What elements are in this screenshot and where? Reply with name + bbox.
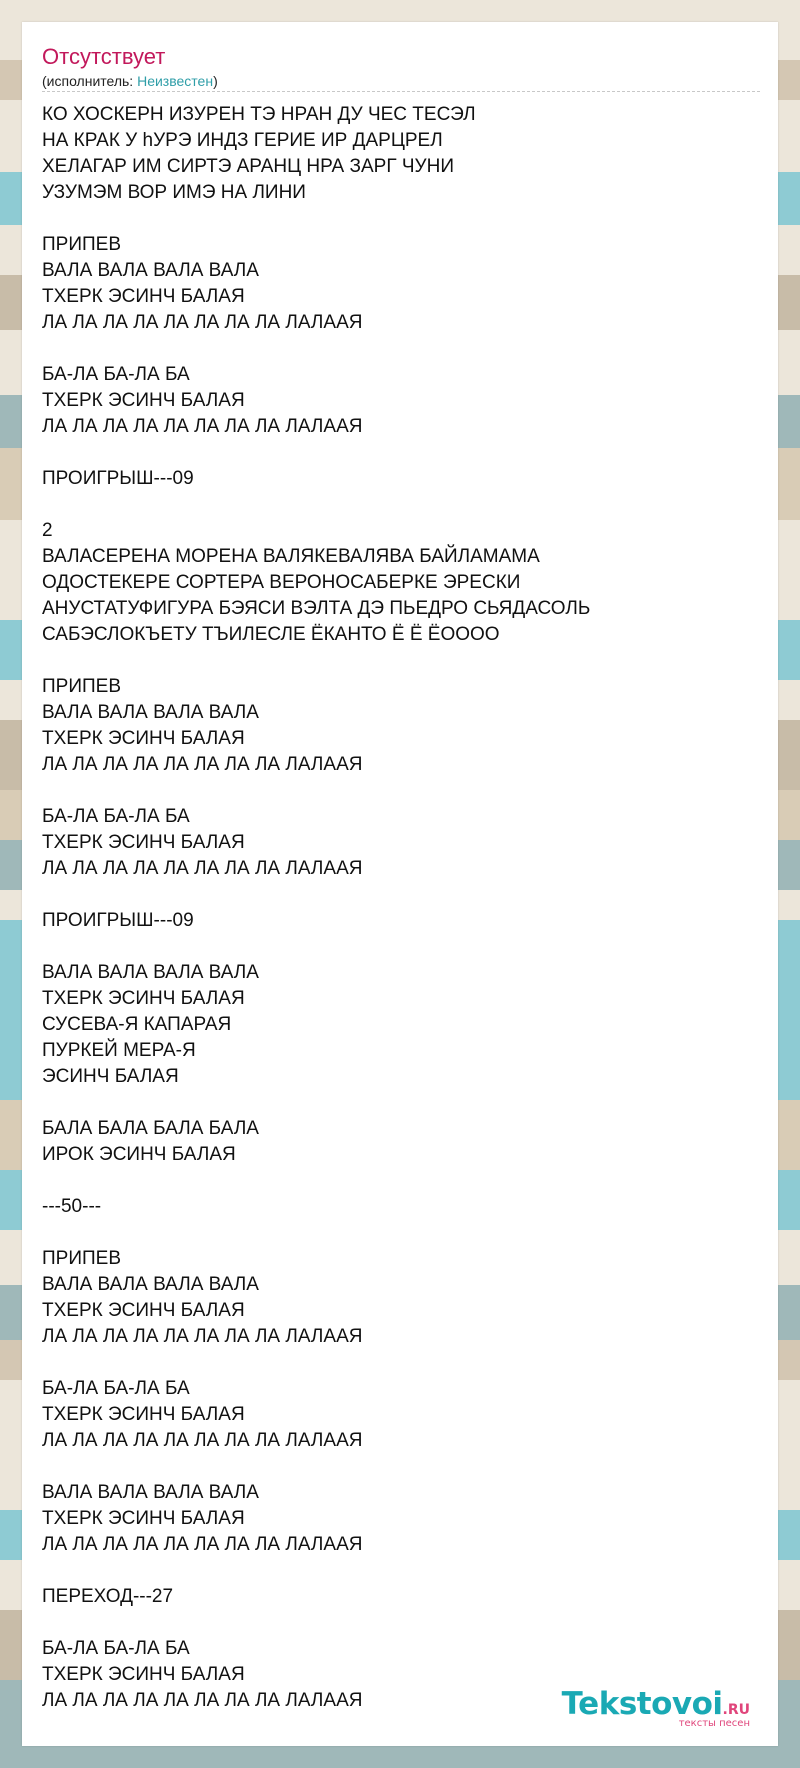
- lyric-line: СУСЕВА-Я КАПАРАЯ: [42, 1014, 232, 1035]
- artist-prefix: (исполнитель:: [42, 73, 138, 89]
- lyric-line: БАЛА БАЛА БАЛА БАЛА: [42, 1118, 259, 1139]
- lyric-line: ЛА ЛА ЛА ЛА ЛА ЛА ЛА ЛА ЛАЛААЯ: [42, 1690, 363, 1711]
- lyric-line: ОДОСТЕКЕРЕ СОРТЕРА ВЕРОНОСАБЕРКЕ ЭРЕСКИ: [42, 572, 521, 593]
- logo-tagline: тексты песен: [678, 1718, 750, 1729]
- lyric-line: ЛА ЛА ЛА ЛА ЛА ЛА ЛА ЛА ЛАЛААЯ: [42, 312, 363, 333]
- lyric-line: ТХЕРК ЭСИНЧ БАЛАЯ: [42, 390, 245, 411]
- lyric-line: ВАЛА ВАЛА ВАЛА ВАЛА: [42, 962, 259, 983]
- lyric-line: ЛА ЛА ЛА ЛА ЛА ЛА ЛА ЛА ЛАЛААЯ: [42, 754, 363, 775]
- lyric-line: ИРОК ЭСИНЧ БАЛАЯ: [42, 1144, 236, 1165]
- song-title: Отсутствует: [42, 44, 166, 69]
- lyric-line: ТХЕРК ЭСИНЧ БАЛАЯ: [42, 728, 245, 749]
- lyric-line: 2: [42, 520, 53, 541]
- lyric-line: УЗУМЭМ ВОР ИМЭ НА ЛИНИ: [42, 182, 306, 203]
- lyric-line: ВАЛАСЕРЕНА МОРЕНА ВАЛЯКЕВАЛЯВА БАЙЛАМАМА: [42, 546, 540, 567]
- lyric-line: ---50---: [42, 1196, 102, 1217]
- lyric-line: ТХЕРК ЭСИНЧ БАЛАЯ: [42, 1300, 245, 1321]
- lyric-line: ПРИПЕВ: [42, 676, 121, 697]
- lyric-line: ПРИПЕВ: [42, 234, 121, 255]
- lyric-line: АНУСТАТУФИГУРА БЭЯСИ ВЭЛТА ДЭ ПЬЕДРО СЬЯДАСОЛЬ: [42, 598, 591, 619]
- lyric-line: ТХЕРК ЭСИНЧ БАЛАЯ: [42, 1664, 245, 1685]
- lyric-line: ВАЛА ВАЛА ВАЛА ВАЛА: [42, 1482, 259, 1503]
- lyric-line: ЛА ЛА ЛА ЛА ЛА ЛА ЛА ЛА ЛАЛААЯ: [42, 1430, 363, 1451]
- lyric-line: ЛА ЛА ЛА ЛА ЛА ЛА ЛА ЛА ЛАЛААЯ: [42, 416, 363, 437]
- lyric-line: ХЕЛАГАР ИМ СИРТЭ АРАНЦ НРА ЗАРГ ЧУНИ: [42, 156, 455, 177]
- artist-link[interactable]: Неизвестен: [137, 73, 214, 89]
- lyrics-text: [42, 102, 762, 1714]
- logo-domain-suffix: .RU: [722, 1702, 750, 1718]
- lyric-line: ТХЕРК ЭСИНЧ БАЛАЯ: [42, 988, 245, 1009]
- lyric-line: ПРОИГРЫШ---09: [42, 910, 194, 931]
- lyric-line: ПУРКЕЙ МЕРА-Я: [42, 1040, 196, 1061]
- logo-wordmark: Tekstovoi: [561, 1686, 723, 1722]
- artist-suffix: ): [213, 73, 218, 89]
- lyric-line: ЛА ЛА ЛА ЛА ЛА ЛА ЛА ЛА ЛАЛААЯ: [42, 1326, 363, 1347]
- lyric-line: БА-ЛА БА-ЛА БА: [42, 806, 190, 827]
- lyric-line: ЭСИНЧ БАЛАЯ: [42, 1066, 179, 1087]
- lyric-line: БА-ЛА БА-ЛА БА: [42, 1638, 190, 1659]
- lyric-line: ТХЕРК ЭСИНЧ БАЛАЯ: [42, 1404, 245, 1425]
- lyric-line: ПЕРЕХОД---27: [42, 1586, 174, 1607]
- lyric-line: ЛА ЛА ЛА ЛА ЛА ЛА ЛА ЛА ЛАЛААЯ: [42, 1534, 363, 1555]
- lyric-line: КО ХОСКЕРН ИЗУРЕН ТЭ НРАН ДУ ЧЕС ТЕСЭЛ: [42, 104, 476, 125]
- lyric-line: ВАЛА ВАЛА ВАЛА ВАЛА: [42, 260, 259, 281]
- artist-line: [42, 72, 218, 90]
- lyric-line: ТХЕРК ЭСИНЧ БАЛАЯ: [42, 832, 245, 853]
- lyric-line: НА КРАК У hУРЭ ИНДЗ ГЕРИЕ ИР ДАРЦРЕЛ: [42, 130, 443, 151]
- site-logo[interactable]: [561, 1686, 750, 1729]
- lyric-line: ВАЛА ВАЛА ВАЛА ВАЛА: [42, 702, 259, 723]
- lyric-line: ВАЛА ВАЛА ВАЛА ВАЛА: [42, 1274, 259, 1295]
- lyric-line: БА-ЛА БА-ЛА БА: [42, 364, 190, 385]
- lyric-line: САБЭСЛОКЪЕТУ ТЪИЛЕСЛЕ ЁКАНТО Ё Ё ЁОООО: [42, 624, 500, 645]
- lyric-line: БА-ЛА БА-ЛА БА: [42, 1378, 190, 1399]
- header-divider: [42, 91, 760, 92]
- lyric-line: ТХЕРК ЭСИНЧ БАЛАЯ: [42, 286, 245, 307]
- lyric-line: ТХЕРК ЭСИНЧ БАЛАЯ: [42, 1508, 245, 1529]
- lyrics-card: [22, 22, 778, 1746]
- lyric-line: ЛА ЛА ЛА ЛА ЛА ЛА ЛА ЛА ЛАЛААЯ: [42, 858, 363, 879]
- lyric-line: ПРИПЕВ: [42, 1248, 121, 1269]
- lyric-line: ПРОИГРЫШ---09: [42, 468, 194, 489]
